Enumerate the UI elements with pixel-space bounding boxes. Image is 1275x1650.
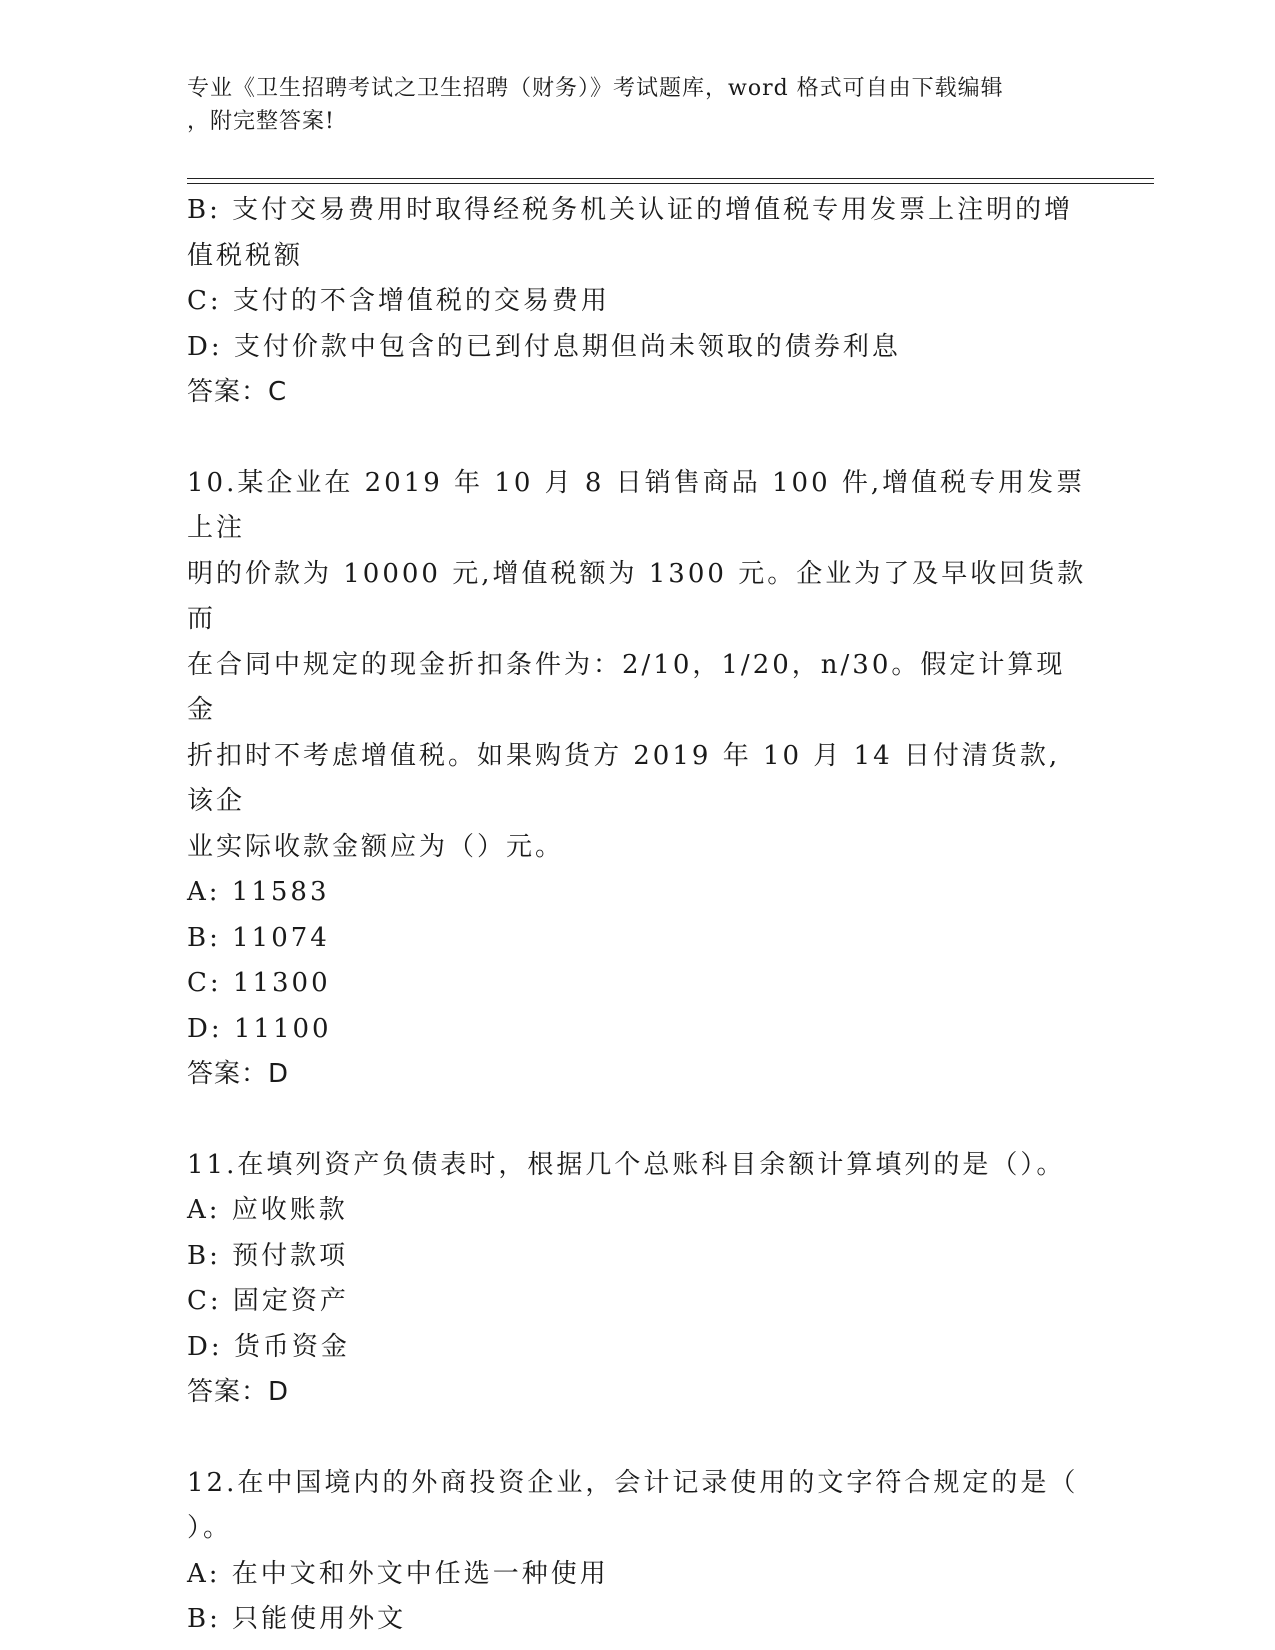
option-b-line-1: B: 支付交易费用时取得经税务机关认证的增值税专用发票上注明的增: [187, 195, 1074, 225]
question-text-line: 业实际收款金额应为（）元。: [187, 831, 565, 862]
option-a: A: 11583: [187, 877, 330, 907]
question-10: [187, 461, 1087, 1098]
answer: 答案：D: [187, 1059, 290, 1089]
question-content: [187, 188, 1087, 1643]
question-text-line: 10.某企业在 2019 年 10 月 8 日销售商品 100 件,增值税专用发票上注: [187, 467, 1086, 543]
option-b: B: 预付款项: [187, 1240, 349, 1271]
header-line-2: ，附完整答案!: [187, 109, 335, 134]
option-c: C: 11300: [187, 968, 331, 998]
question-11: [187, 1143, 1087, 1416]
option-b: B: 11074: [187, 922, 330, 953]
document-header: [187, 72, 1067, 138]
header-divider-top: [187, 178, 1154, 179]
option-d: D: 11100: [187, 1013, 332, 1044]
option-d: D: 支付价款中包含的已到付息期但尚未领取的债券利息: [187, 331, 901, 362]
question-text-line: 折扣时不考虑增值税。如果购货方 2019 年 10 月 14 日付清货款,该企: [187, 740, 1061, 816]
spacer: [187, 1416, 1087, 1461]
answer: 答案：D: [187, 1377, 290, 1407]
option-d: D: 货币资金: [187, 1331, 350, 1362]
spacer: [187, 416, 1087, 461]
header-line-1: 专业《卫生招聘考试之卫生招聘（财务）》考试题库，word 格式可自由下载编辑: [187, 76, 1004, 101]
spacer: [187, 1098, 1087, 1143]
option-a: A: 应收账款: [187, 1195, 348, 1225]
question-text-line: 11.在填列资产负债表时，根据几个总账科目余额计算填列的是（）。: [187, 1149, 1066, 1180]
option-a: A: 在中文和外文中任选一种使用: [187, 1558, 609, 1589]
question-text-line: 明的价款为 10000 元,增值税额为 1300 元。企业为了及早收回货款而: [187, 558, 1087, 634]
option-b: B: 只能使用外文: [187, 1604, 407, 1634]
question-text-line: 在合同中规定的现金折扣条件为：2/10，1/20，n/30。假定计算现金: [187, 649, 1066, 725]
option-c: C: 支付的不含增值税的交易费用: [187, 286, 610, 316]
answer: 答案：C: [187, 377, 288, 407]
header-divider-bottom: [187, 183, 1154, 184]
question-text-line: 12.在中国境内的外商投资企业，会计记录使用的文字符合规定的是（: [187, 1467, 1079, 1498]
option-b-line-2: 值税税额: [187, 240, 304, 271]
question-12: [187, 1461, 1087, 1643]
question-text-line: ）。: [187, 1513, 233, 1543]
question-9-tail: [187, 188, 1087, 416]
option-c: C: 固定资产: [187, 1286, 349, 1316]
